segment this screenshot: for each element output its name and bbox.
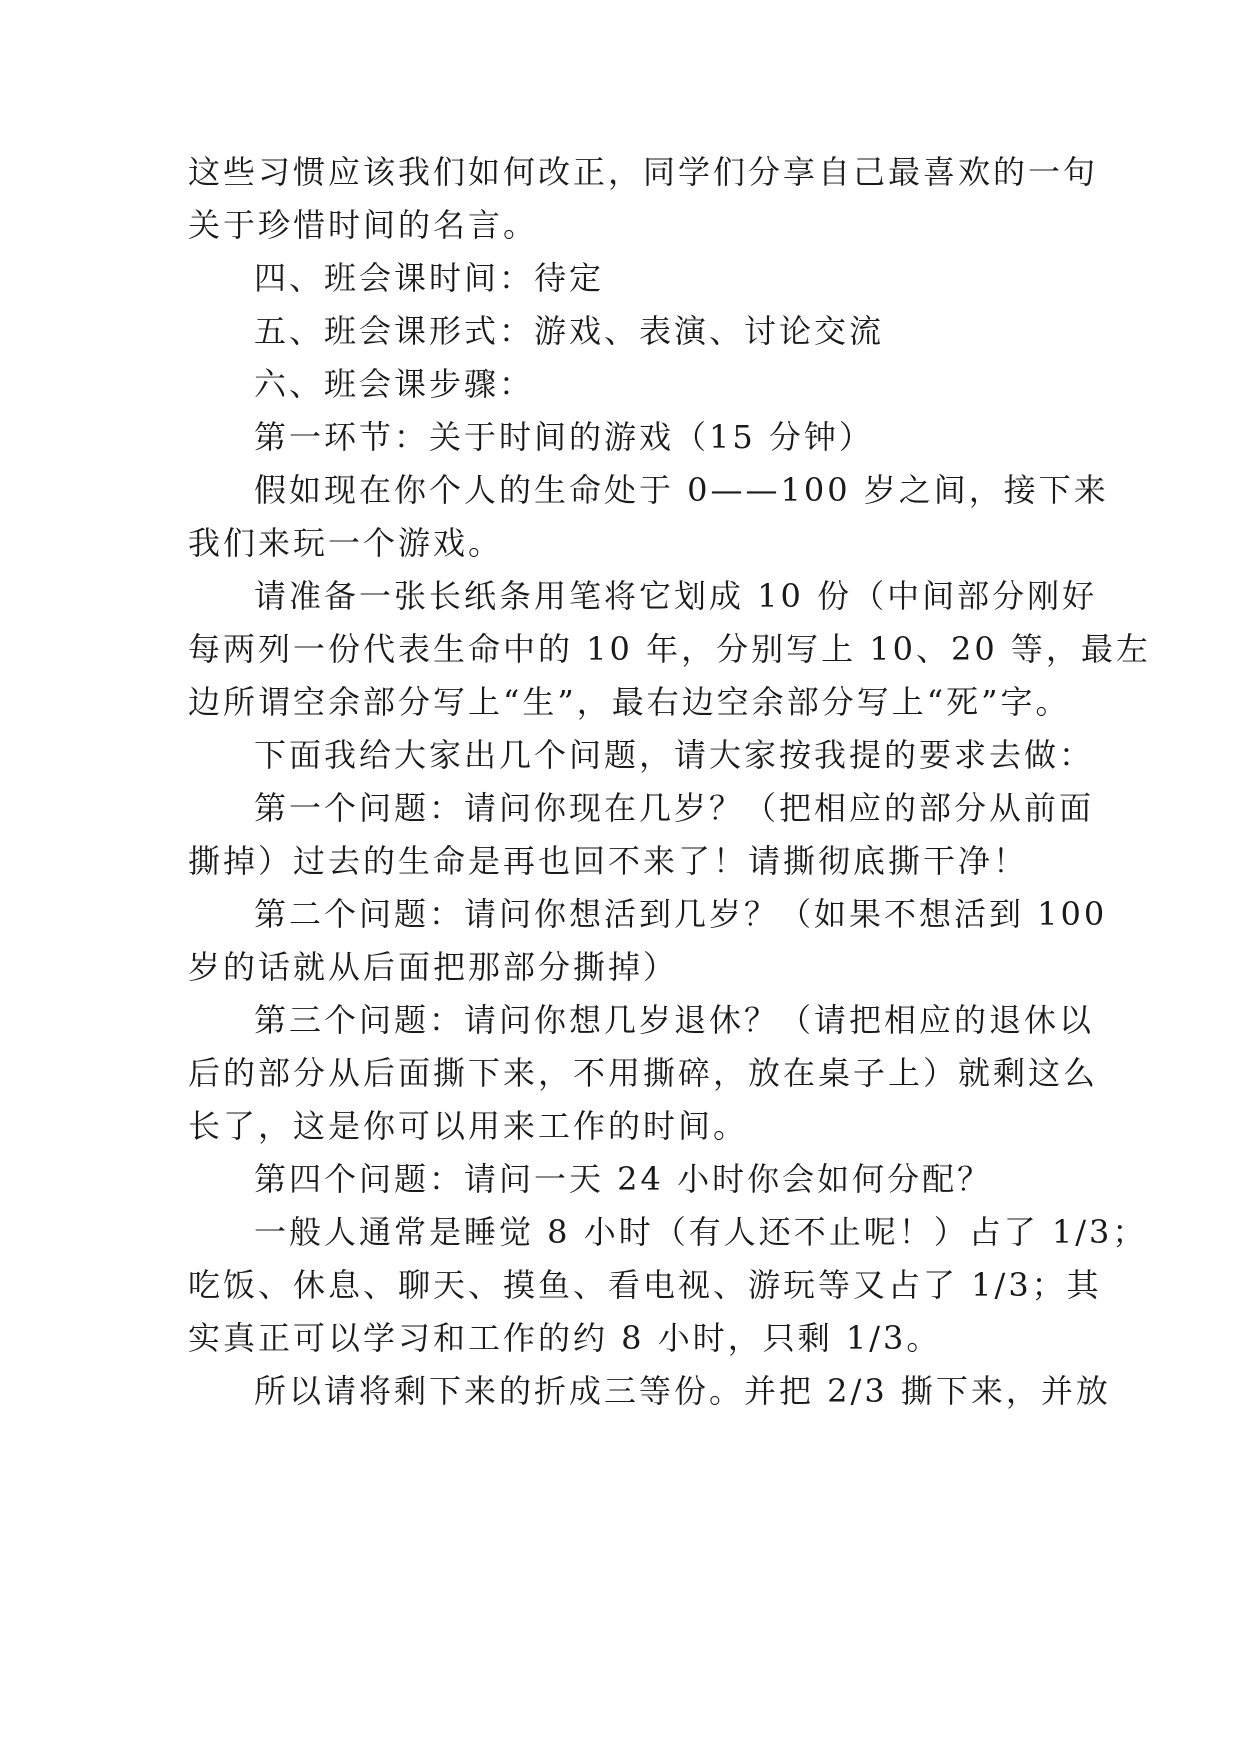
text-line: 撕掉）过去的生命是再也回不来了！请撕彻底撕干净！	[188, 842, 1029, 880]
text-line: 所以请将剩下来的折成三等份。并把 2/3 撕下来，并放	[254, 1372, 1111, 1410]
text-line: 第三个问题：请问你想几岁退休？（请把相应的退休以	[254, 1001, 1095, 1039]
text-line: 五、班会课形式：游戏、表演、讨论交流	[254, 312, 885, 350]
text-line: 第一环节：关于时间的游戏（15 分钟）	[254, 418, 874, 456]
text-line: 第四个问题：请问一天 24 小时你会如何分配？	[254, 1160, 993, 1198]
text-line: 岁的话就从后面把那部分撕掉）	[188, 948, 679, 986]
text-line: 边所谓空余部分写上“生”，最右边空余部分写上“死”字。	[188, 683, 1071, 721]
text-line: 这些习惯应该我们如何改正，同学们分享自己最喜欢的一句	[188, 153, 1099, 191]
text-line: 六、班会课步骤：	[254, 365, 535, 403]
text-line: 吃饭、休息、聊天、摸鱼、看电视、游玩等又占了 1/3；其	[188, 1266, 1102, 1304]
text-line: 我们来玩一个游戏。	[188, 524, 504, 562]
text-line: 每两列一份代表生命中的 10 年，分别写上 10、20 等，最左	[188, 630, 1151, 668]
text-line: 第一个问题：请问你现在几岁？（把相应的部分从前面	[254, 789, 1095, 827]
text-line: 一般人通常是睡觉 8 小时（有人还不止呢！）占了 1/3；	[254, 1213, 1148, 1251]
text-line: 长了，这是你可以用来工作的时间。	[188, 1107, 749, 1145]
text-line: 假如现在你个人的生命处于 0——100 岁之间，接下来	[254, 471, 1109, 509]
text-line: 第二个问题：请问你想活到几岁？（如果不想活到 100	[254, 895, 1108, 933]
text-line: 下面我给大家出几个问题，请大家按我提的要求去做：	[254, 736, 1095, 774]
text-line: 四、班会课时间：待定	[254, 259, 605, 297]
text-line: 后的部分从后面撕下来，不用撕碎，放在桌子上）就剩这么	[188, 1054, 1099, 1092]
text-line: 请准备一张长纸条用笔将它划成 10 份（中间部分刚好	[254, 577, 1098, 615]
text-line: 关于珍惜时间的名言。	[188, 206, 539, 244]
text-line: 实真正可以学习和工作的约 8 小时，只剩 1/3。	[188, 1319, 942, 1357]
